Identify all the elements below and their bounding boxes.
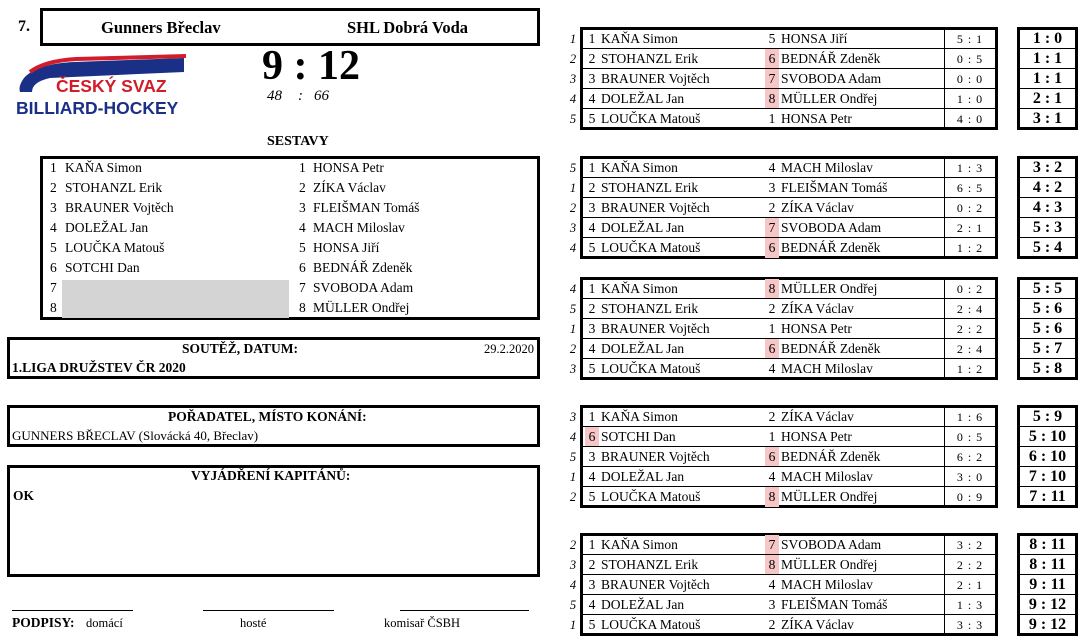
running-score: 3 : 2 — [1032, 159, 1063, 176]
away-player-number: 7 — [765, 218, 779, 238]
running-score: 5 : 8 — [1032, 360, 1063, 377]
home-player-number: 3 — [588, 71, 596, 86]
game-index: 2 — [569, 201, 577, 215]
goals-away: 66 — [314, 88, 329, 104]
captain-label: VYJÁDŘENÍ KAPITÁNŮ: — [191, 468, 351, 483]
home-player-name: LOUČKA Matouš — [601, 111, 701, 126]
round-score-block — [1017, 156, 1078, 259]
game-index: 4 — [569, 578, 577, 592]
signature-line-commissioner — [400, 610, 529, 611]
logo-line1: ČESKÝ SVAZ — [56, 76, 167, 96]
home-player-number: 1 — [588, 31, 596, 46]
lineup-row — [43, 178, 537, 198]
home-player-number: 4 — [588, 220, 596, 235]
away-player-number: 8 — [765, 89, 779, 109]
away-player-name: SVOBODA Adam — [781, 220, 882, 235]
home-player-name: DOLEŽAL Jan — [601, 341, 685, 356]
away-player-number: 8 — [765, 555, 779, 575]
home-player-number: 4 — [588, 91, 596, 106]
away-player-number: 4 — [768, 577, 776, 592]
away-player-name: MÜLLER Ondřej — [313, 300, 410, 315]
running-score: 9 : 12 — [1028, 596, 1067, 613]
game-result: 3 : 2 — [956, 538, 984, 552]
game-result: 1 : 2 — [956, 241, 984, 255]
game-result: 2 : 1 — [956, 221, 984, 235]
game-result: 6 : 2 — [956, 450, 984, 464]
running-score: 8 : 11 — [1029, 536, 1066, 553]
away-player-number: 4 — [299, 220, 306, 235]
away-player-name: MÜLLER Ondřej — [781, 91, 878, 106]
game-result: 4 : 0 — [956, 112, 984, 126]
away-player-number: 6 — [765, 339, 779, 359]
game-result: 0 : 2 — [956, 282, 984, 296]
game-index: 1 — [569, 181, 577, 195]
home-player-name: SOTCHI Dan — [601, 429, 676, 444]
home-player-number: 5 — [50, 240, 57, 255]
away-player-number: 6 — [765, 447, 779, 467]
home-player-name: BRAUNER Vojtěch — [601, 577, 710, 592]
home-player-number: 1 — [588, 160, 596, 175]
home-player-number: 4 — [588, 341, 596, 356]
empty-player-slot — [62, 298, 289, 318]
home-player-name: BRAUNER Vojtěch — [65, 200, 174, 215]
home-player-name: LOUČKA Matouš — [601, 361, 701, 376]
away-player-name: FLEIŠMAN Tomáš — [781, 180, 888, 195]
home-player-number: 1 — [588, 281, 596, 296]
home-player-number: 3 — [50, 200, 57, 215]
organizer-box — [7, 405, 540, 447]
home-player-name: BRAUNER Vojtěch — [601, 71, 710, 86]
away-player-name: HONSA Petr — [781, 111, 852, 126]
column-divider — [995, 280, 996, 377]
home-player-name: DOLEŽAL Jan — [601, 220, 685, 235]
home-player-number: 2 — [588, 557, 596, 572]
away-player-name: HONSA Jiří — [313, 240, 380, 255]
away-player-name: SVOBODA Adam — [781, 71, 882, 86]
away-player-name: ZÍKA Václav — [781, 617, 854, 632]
game-index: 4 — [569, 430, 577, 444]
organizer-value: GUNNERS BŘECLAV (Slovácká 40, Břeclav) — [12, 428, 259, 443]
home-player-number: 1 — [588, 537, 596, 552]
running-score: 5 : 4 — [1032, 239, 1063, 256]
running-score: 7 : 10 — [1028, 468, 1067, 485]
away-player-name: MACH Miloslav — [781, 577, 873, 592]
home-player-name: LOUČKA Matouš — [601, 489, 701, 504]
game-result: 0 : 5 — [956, 52, 984, 66]
running-score: 5 : 6 — [1032, 320, 1063, 337]
away-player-name: HONSA Petr — [781, 321, 852, 336]
away-player-name: ZÍKA Václav — [781, 409, 854, 424]
home-player-number: 3 — [588, 200, 596, 215]
game-result: 0 : 0 — [956, 72, 984, 86]
game-result: 3 : 0 — [956, 470, 984, 484]
running-score: 9 : 11 — [1029, 576, 1066, 593]
away-player-number: 4 — [768, 160, 776, 175]
game-result: 2 : 4 — [956, 342, 984, 356]
home-player-name: BRAUNER Vojtěch — [601, 321, 710, 336]
away-player-number: 3 — [768, 180, 776, 195]
lineups-title: SESTAVY — [267, 134, 329, 149]
away-player-number: 7 — [765, 69, 779, 89]
signature-line-home — [12, 610, 133, 611]
goals-separator: : — [298, 88, 303, 104]
away-player-name: SVOBODA Adam — [313, 280, 414, 295]
home-player-name: BRAUNER Vojtěch — [601, 200, 710, 215]
away-player-number: 2 — [768, 200, 776, 215]
running-score: 9 : 12 — [1028, 616, 1067, 633]
game-index: 2 — [569, 538, 577, 552]
away-player-number: 8 — [765, 279, 779, 299]
home-player-name: DOLEŽAL Jan — [65, 220, 149, 235]
competition-label: SOUTĚŽ, DATUM: — [182, 341, 299, 356]
game-index: 4 — [569, 92, 577, 106]
home-player-number: 5 — [588, 240, 596, 255]
home-player-number: 4 — [588, 469, 596, 484]
running-score: 5 : 10 — [1028, 428, 1067, 445]
column-divider — [995, 159, 996, 256]
running-score: 4 : 2 — [1032, 179, 1063, 196]
home-player-number: 5 — [588, 361, 596, 376]
game-result: 0 : 9 — [956, 490, 984, 504]
away-player-name: BEDNÁŘ Zdeněk — [313, 260, 413, 275]
game-result: 1 : 3 — [956, 598, 984, 612]
goals-home: 48 — [267, 88, 282, 104]
away-player-number: 2 — [768, 617, 776, 632]
lineup-row — [43, 218, 537, 238]
captain-box — [7, 465, 540, 577]
home-player-name: LOUČKA Matouš — [601, 617, 701, 632]
away-player-name: MÜLLER Ondřej — [781, 557, 878, 572]
away-player-number: 4 — [768, 361, 776, 376]
lineups-box — [40, 156, 540, 320]
away-player-name: BEDNÁŘ Zdeněk — [781, 51, 881, 66]
game-result: 5 : 1 — [956, 32, 984, 46]
away-player-name: MACH Miloslav — [781, 361, 873, 376]
away-player-number: 8 — [765, 487, 779, 507]
home-player-name: KAŇA Simon — [601, 409, 678, 424]
home-player-name: STOHANZL Erik — [601, 557, 699, 572]
round-score-block — [1017, 533, 1078, 636]
game-result: 3 : 3 — [956, 618, 984, 632]
running-score: 3 : 1 — [1032, 110, 1063, 127]
round-block — [580, 277, 998, 380]
signature-home: domácí — [86, 616, 123, 630]
final-score: 9 : 12 — [262, 43, 360, 89]
captain-value: OK — [13, 488, 35, 503]
game-index: 1 — [569, 322, 577, 336]
running-score: 5 : 5 — [1032, 280, 1063, 297]
home-player-number: 2 — [588, 301, 596, 316]
game-result: 0 : 2 — [956, 201, 984, 215]
game-index: 2 — [569, 342, 577, 356]
running-score: 5 : 9 — [1032, 408, 1063, 425]
away-player-number: 4 — [768, 469, 776, 484]
home-player-name: BRAUNER Vojtěch — [601, 449, 710, 464]
away-player-number: 7 — [299, 280, 306, 295]
home-player-number: 2 — [588, 51, 596, 66]
home-player-number: 5 — [588, 617, 596, 632]
home-player-number: 5 — [588, 111, 596, 126]
home-player-number: 2 — [588, 180, 596, 195]
home-player-number: 3 — [588, 577, 596, 592]
game-index: 1 — [569, 470, 577, 484]
home-player-number: 1 — [50, 160, 57, 175]
home-player-number: 2 — [50, 180, 57, 195]
home-player-name: SOTCHI Dan — [65, 260, 140, 275]
running-score: 4 : 3 — [1032, 199, 1063, 216]
competition-date: 29.2.2020 — [484, 342, 534, 356]
away-player-number: 1 — [299, 160, 306, 175]
away-player-number: 1 — [768, 111, 776, 126]
home-player-number: 3 — [588, 321, 596, 336]
home-player-number: 4 — [588, 597, 596, 612]
game-index: 5 — [569, 598, 577, 612]
away-player-number: 3 — [299, 200, 306, 215]
column-divider — [995, 408, 996, 505]
running-score: 5 : 6 — [1032, 300, 1063, 317]
away-player-number: 5 — [299, 240, 306, 255]
lineup-row — [43, 198, 537, 218]
running-score: 8 : 11 — [1029, 556, 1066, 573]
home-player-name: STOHANZL Erik — [601, 51, 699, 66]
round-score-block — [1017, 405, 1078, 508]
away-player-number: 3 — [768, 597, 776, 612]
home-player-name: KAŇA Simon — [601, 281, 678, 296]
home-player-name: STOHANZL Erik — [601, 301, 699, 316]
round-block — [580, 405, 998, 508]
organizer-label: POŘADATEL, MÍSTO KONÁNÍ: — [168, 409, 367, 424]
home-player-name: DOLEŽAL Jan — [601, 469, 685, 484]
game-index: 4 — [569, 282, 577, 296]
home-team: Gunners Břeclav — [101, 18, 221, 37]
empty-player-slot — [62, 280, 289, 298]
home-player-number: 7 — [50, 280, 57, 295]
running-score: 6 : 10 — [1028, 448, 1067, 465]
game-result: 2 : 2 — [956, 322, 984, 336]
lineup-row — [43, 158, 537, 178]
away-player-number: 2 — [768, 301, 776, 316]
away-player-number: 8 — [299, 300, 306, 315]
game-index: 1 — [569, 32, 577, 46]
running-score: 2 : 1 — [1032, 90, 1063, 107]
lineup-row — [43, 258, 537, 278]
away-player-name: MÜLLER Ondřej — [781, 281, 878, 296]
signature-line-guest — [203, 610, 334, 611]
lineup-row — [43, 278, 537, 298]
running-score: 5 : 3 — [1032, 219, 1063, 236]
away-player-number: 2 — [768, 409, 776, 424]
round-block — [580, 156, 998, 259]
competition-box — [7, 337, 540, 379]
game-result: 1 : 6 — [956, 410, 984, 424]
away-player-name: BEDNÁŘ Zdeněk — [781, 449, 881, 464]
away-player-name: HONSA Petr — [313, 160, 384, 175]
column-divider — [995, 30, 996, 127]
away-player-number: 6 — [765, 49, 779, 69]
lineup-row — [43, 238, 537, 258]
away-player-name: FLEIŠMAN Tomáš — [313, 200, 420, 215]
home-player-name: DOLEŽAL Jan — [601, 91, 685, 106]
home-player-name: KAŇA Simon — [601, 160, 678, 175]
away-player-number: 2 — [299, 180, 306, 195]
game-result: 2 : 4 — [956, 302, 984, 316]
away-player-number: 1 — [768, 321, 776, 336]
signature-commissioner: komisař ČSBH — [384, 616, 461, 630]
away-player-number: 6 — [765, 238, 779, 258]
running-score: 1 : 0 — [1032, 30, 1063, 47]
game-index: 2 — [569, 490, 577, 504]
competition-value: 1.LIGA DRUŽSTEV ČR 2020 — [12, 360, 186, 375]
game-index: 3 — [569, 221, 577, 235]
game-index: 5 — [569, 302, 577, 316]
home-player-name: KAŇA Simon — [65, 160, 142, 175]
away-player-name: HONSA Jiří — [781, 31, 848, 46]
away-player-name: MACH Miloslav — [781, 160, 873, 175]
home-player-name: LOUČKA Matouš — [601, 240, 701, 255]
away-player-name: SVOBODA Adam — [781, 537, 882, 552]
match-number: 7. — [18, 18, 30, 35]
game-index: 2 — [569, 52, 577, 66]
round-block — [580, 27, 998, 130]
game-index: 3 — [569, 410, 577, 424]
column-divider — [995, 536, 996, 633]
away-player-name: ZÍKA Václav — [313, 180, 386, 195]
game-index: 4 — [569, 241, 577, 255]
game-result: 0 : 5 — [956, 430, 984, 444]
game-index: 3 — [569, 362, 577, 376]
away-team: SHL Dobrá Voda — [347, 18, 469, 37]
game-index: 3 — [569, 558, 577, 572]
away-player-number: 1 — [768, 429, 776, 444]
home-player-name: LOUČKA Matouš — [65, 240, 165, 255]
round-score-block — [1017, 27, 1078, 130]
home-player-name: KAŇA Simon — [601, 31, 678, 46]
away-player-name: BEDNÁŘ Zdeněk — [781, 341, 881, 356]
game-index: 5 — [569, 112, 577, 126]
game-result: 1 : 2 — [956, 362, 984, 376]
teams-box — [40, 8, 540, 46]
home-player-name: DOLEŽAL Jan — [601, 597, 685, 612]
lineup-row — [43, 298, 537, 318]
logo-line2: BILLIARD-HOCKEY — [16, 98, 179, 118]
game-result: 6 : 5 — [956, 181, 984, 195]
away-player-number: 6 — [299, 260, 306, 275]
running-score: 5 : 7 — [1032, 340, 1063, 357]
home-player-name: KAŇA Simon — [601, 537, 678, 552]
away-player-number: 5 — [768, 31, 776, 46]
home-player-number: 8 — [50, 300, 57, 315]
home-player-number: 6 — [585, 427, 599, 447]
home-player-number: 3 — [588, 449, 596, 464]
game-result: 2 : 1 — [956, 578, 984, 592]
away-player-name: HONSA Petr — [781, 429, 852, 444]
home-player-number: 6 — [50, 260, 57, 275]
csbh-logo — [14, 52, 190, 124]
home-player-name: STOHANZL Erik — [65, 180, 163, 195]
running-score: 1 : 1 — [1032, 70, 1063, 87]
home-player-number: 5 — [588, 489, 596, 504]
home-player-number: 1 — [588, 409, 596, 424]
away-player-name: ZÍKA Václav — [781, 301, 854, 316]
away-player-name: FLEIŠMAN Tomáš — [781, 597, 888, 612]
running-score: 7 : 11 — [1029, 488, 1066, 505]
away-player-name: ZÍKA Václav — [781, 200, 854, 215]
away-player-name: BEDNÁŘ Zdeněk — [781, 240, 881, 255]
running-score: 1 : 1 — [1032, 50, 1063, 67]
game-result: 2 : 2 — [956, 558, 984, 572]
away-player-name: MACH Miloslav — [781, 469, 873, 484]
home-player-number: 4 — [50, 220, 57, 235]
game-index: 3 — [569, 72, 577, 86]
signatures-label: PODPISY: — [12, 615, 75, 630]
away-player-number: 7 — [765, 535, 779, 555]
game-result: 1 : 3 — [956, 161, 984, 175]
game-index: 5 — [569, 161, 577, 175]
away-player-name: MACH Miloslav — [313, 220, 405, 235]
game-index: 1 — [569, 618, 577, 632]
home-player-name: STOHANZL Erik — [601, 180, 699, 195]
round-block — [580, 533, 998, 636]
game-index: 5 — [569, 450, 577, 464]
round-score-block — [1017, 277, 1078, 380]
game-result: 1 : 0 — [956, 92, 984, 106]
signature-guest: hosté — [240, 616, 267, 630]
away-player-name: MÜLLER Ondřej — [781, 489, 878, 504]
